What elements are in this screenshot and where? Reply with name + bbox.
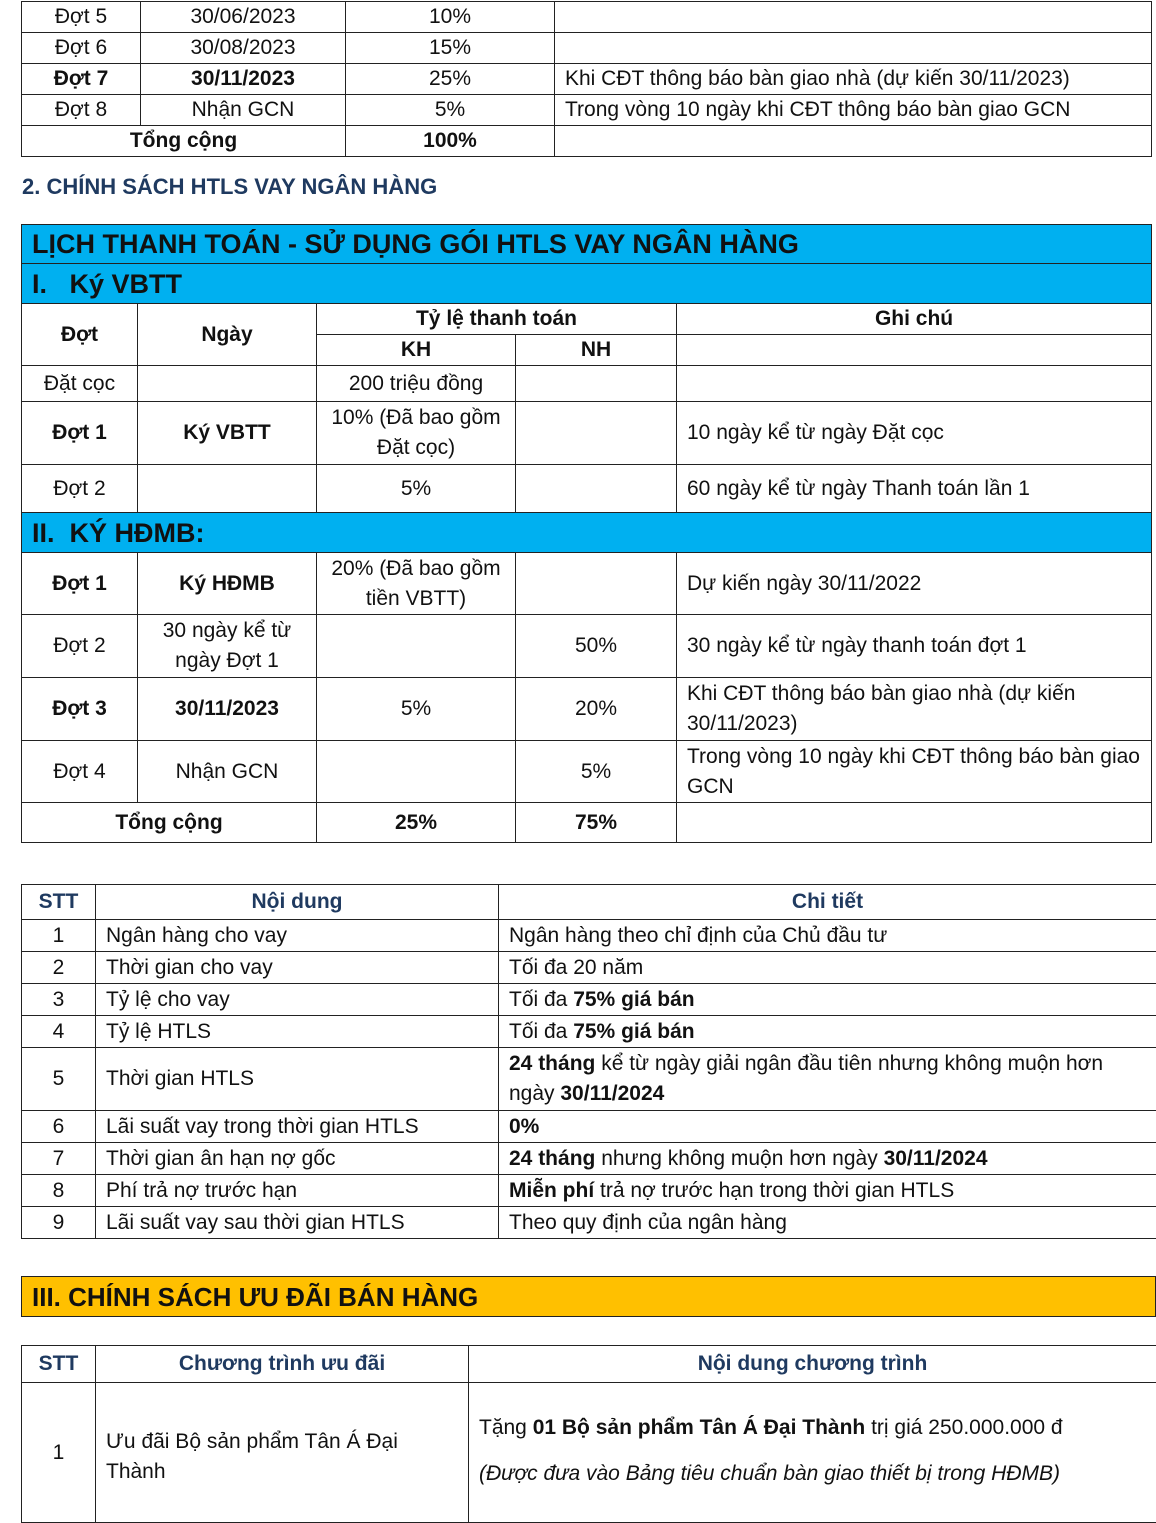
header-chitiet: Chi tiết	[499, 885, 1156, 920]
cell-kh: 5%	[317, 678, 516, 741]
cell-noidung-chuongtrinh	[469, 1383, 1156, 1523]
cell-ngay: Ký HĐMB	[138, 553, 317, 615]
header-nh: NH	[516, 335, 677, 366]
header-ngay: Ngày	[138, 304, 317, 366]
terms-row	[22, 1143, 1156, 1175]
cell-kh: 5%	[317, 465, 516, 513]
cell-stt: 9	[22, 1207, 96, 1239]
cell-nh: 50%	[516, 615, 677, 678]
cell-nh: 5%	[516, 741, 677, 803]
cell-tyle: 25%	[346, 64, 555, 95]
cell-stt: 1	[22, 920, 96, 952]
total-label: Tổng cộng	[22, 803, 317, 843]
detail-text: 24 tháng	[509, 1052, 596, 1075]
cell-noidung: Thời gian ân hạn nợ gốc	[96, 1143, 499, 1175]
header-kh: KH	[317, 335, 516, 366]
cell-stt: 2	[22, 952, 96, 984]
detail-text: Ngân hàng theo chỉ định của Chủ đầu tư	[509, 923, 888, 947]
cell-stt: 5	[22, 1048, 96, 1111]
terms-row	[22, 1048, 1156, 1111]
cell-ngay: Nhận GCN	[141, 95, 346, 126]
cell-chitiet	[499, 1175, 1156, 1207]
cell-ghichu: Trong vòng 10 ngày khi CĐT thông báo bàn giao GCN	[555, 95, 1152, 126]
detail-text: kể từ ngày giải ngân đầu tiên nhưng không muộn hơn ngày	[509, 1052, 1104, 1105]
loan-payment-schedule-table	[21, 224, 1152, 843]
schedule-row	[22, 95, 1152, 126]
detail-text: 24 tháng	[509, 1146, 596, 1170]
terms-row	[22, 984, 1156, 1016]
terms-row	[22, 1111, 1156, 1143]
detail-text: Miễn phí	[509, 1178, 595, 1202]
cell-kh: 20% (Đã bao gồm tiền VBTT)	[317, 553, 516, 615]
schedule-row	[22, 553, 1152, 615]
promotions-table	[21, 1345, 1156, 1523]
cell-noidung: Phí trả nợ trước hạn	[96, 1175, 499, 1207]
cell-noidung: Thời gian HTLS	[96, 1048, 499, 1111]
cell-dot: Đợt 4	[22, 741, 138, 803]
detail-text: 30/11/2024	[883, 1146, 988, 1170]
promotion-line-2: (Được đưa vào Bảng tiêu chuẩn bàn giao thiết bị trong HĐMB)	[479, 1462, 1060, 1485]
cell-ngay: 30/11/2023	[138, 678, 317, 741]
total-row	[22, 126, 1152, 157]
cell-dot: Đặt cọc	[22, 366, 138, 402]
header-dot: Đợt	[22, 304, 138, 366]
cell-ghichu: Khi CĐT thông báo bàn giao nhà (dự kiến 30/11/2023)	[555, 64, 1152, 95]
schedule-row	[22, 402, 1152, 465]
cell-dot: Đợt 7	[22, 64, 141, 95]
cell-dot: Đợt 8	[22, 95, 141, 126]
cell-chitiet	[499, 1143, 1156, 1175]
cell-chuongtrinh: Ưu đãi Bộ sản phẩm Tân Á Đại Thành	[96, 1383, 469, 1523]
schedule-row	[22, 741, 1152, 803]
terms-row	[22, 920, 1156, 952]
schedule-row	[22, 33, 1152, 64]
schedule-row	[22, 2, 1152, 33]
detail-text: Tối đa 20 năm	[509, 955, 644, 979]
schedule-row	[22, 465, 1152, 513]
total-nh: 75%	[516, 803, 677, 843]
cell-chitiet	[499, 1016, 1156, 1048]
cell-tyle: 10%	[346, 2, 555, 33]
cell-nh	[516, 553, 677, 615]
payment-schedule-table	[21, 1, 1152, 157]
part-2-title: II. KÝ HĐMB:	[22, 513, 1152, 553]
cell-chitiet	[499, 984, 1156, 1016]
section-3-band	[21, 1276, 1156, 1317]
total-empty	[677, 803, 1152, 843]
cell-dot: Đợt 1	[22, 553, 138, 615]
cell-dot: Đợt 3	[22, 678, 138, 741]
cell-ngay: Ký VBTT	[138, 402, 317, 465]
cell-ghichu: 60 ngày kể từ ngày Thanh toán lần 1	[677, 465, 1152, 513]
cell-chitiet	[499, 920, 1156, 952]
schedule-title: LỊCH THANH TOÁN - SỬ DỤNG GÓI HTLS VAY NGÂN HÀNG	[22, 225, 1152, 264]
cell-dot: Đợt 6	[22, 33, 141, 64]
section-2-title: 2. CHÍNH SÁCH HTLS VAY NGÂN HÀNG	[22, 174, 438, 199]
header-empty	[677, 335, 1152, 366]
schedule-row	[22, 366, 1152, 402]
cell-noidung: Tỷ lệ HTLS	[96, 1016, 499, 1048]
cell-ghichu: 30 ngày kể từ ngày thanh toán đợt 1	[677, 615, 1152, 678]
header-stt: STT	[22, 1346, 96, 1383]
cell-tyle: 5%	[346, 95, 555, 126]
detail-text: 75% giá bán	[573, 987, 695, 1011]
cell-ghichu: Trong vòng 10 ngày khi CĐT thông báo bàn giao GCN	[677, 741, 1152, 803]
total-row	[22, 803, 1152, 843]
header-ghichu: Ghi chú	[677, 304, 1152, 335]
header-noidung-chuongtrinh: Nội dung chương trình	[469, 1346, 1156, 1383]
cell-ngay	[138, 366, 317, 402]
cell-ngay	[138, 465, 317, 513]
cell-tyle: 15%	[346, 33, 555, 64]
promotion-row	[22, 1383, 1156, 1523]
total-kh: 25%	[317, 803, 516, 843]
cell-chitiet	[499, 1207, 1156, 1239]
total-label: Tổng cộng	[22, 126, 346, 157]
cell-ghichu	[555, 33, 1152, 64]
cell-kh: 200 triệu đồng	[317, 366, 516, 402]
cell-dot: Đợt 2	[22, 615, 138, 678]
cell-dot: Đợt 1	[22, 402, 138, 465]
cell-chitiet	[499, 1048, 1156, 1111]
cell-noidung: Lãi suất vay trong thời gian HTLS	[96, 1111, 499, 1143]
header-chuongtrinh: Chương trình ưu đãi	[96, 1346, 469, 1383]
cell-ghichu	[555, 2, 1152, 33]
header-stt: STT	[22, 885, 96, 920]
cell-noidung: Thời gian cho vay	[96, 952, 499, 984]
detail-text: Tối đa	[509, 987, 574, 1011]
cell-nh: 20%	[516, 678, 677, 741]
terms-row	[22, 1016, 1156, 1048]
cell-chitiet	[499, 952, 1156, 984]
detail-text: 75% giá bán	[573, 1019, 695, 1043]
terms-row	[22, 1207, 1156, 1239]
schedule-row	[22, 64, 1152, 95]
cell-kh: 10% (Đã bao gồm Đặt cọc)	[317, 402, 516, 465]
cell-noidung: Lãi suất vay sau thời gian HTLS	[96, 1207, 499, 1239]
cell-dot: Đợt 2	[22, 465, 138, 513]
detail-text: trả nợ trước hạn trong thời gian HTLS	[594, 1178, 955, 1202]
cell-stt: 7	[22, 1143, 96, 1175]
cell-stt: 8	[22, 1175, 96, 1207]
cell-ngay: 30/06/2023	[141, 2, 346, 33]
cell-ngay: 30/11/2023	[141, 64, 346, 95]
cell-stt: 3	[22, 984, 96, 1016]
cell-ngay: Nhận GCN	[138, 741, 317, 803]
schedule-row	[22, 678, 1152, 741]
cell-ghichu: Khi CĐT thông báo bàn giao nhà (dự kiến 30/11/2023)	[677, 678, 1152, 741]
terms-row	[22, 1175, 1156, 1207]
cell-nh	[516, 366, 677, 402]
part-1-title: I. Ký VBTT	[22, 264, 1152, 304]
cell-ghichu: Dự kiến ngày 30/11/2022	[677, 553, 1152, 615]
detail-text: 30/11/2024	[560, 1082, 665, 1105]
loan-terms-table	[21, 884, 1156, 1239]
detail-text: 0%	[509, 1114, 540, 1138]
part-2-row	[22, 513, 1152, 553]
promotion-line-1	[479, 1413, 1146, 1443]
cell-ghichu: 10 ngày kể từ ngày Đặt cọc	[677, 402, 1152, 465]
detail-text: nhưng không muộn hơn ngày	[595, 1146, 884, 1170]
cell-noidung: Tỷ lệ cho vay	[96, 984, 499, 1016]
promotion-text: Tặng	[479, 1416, 533, 1439]
section-3-title: III. CHÍNH SÁCH ƯU ĐÃI BÁN HÀNG	[22, 1277, 1156, 1317]
cell-nh	[516, 402, 677, 465]
total-empty	[555, 126, 1152, 157]
schedule-row	[22, 615, 1152, 678]
cell-dot: Đợt 5	[22, 2, 141, 33]
detail-text: Tối đa	[509, 1019, 574, 1043]
cell-kh	[317, 741, 516, 803]
detail-text: Theo quy định của ngân hàng	[509, 1210, 787, 1234]
cell-ngay: 30 ngày kể từ ngày Đợt 1	[138, 615, 317, 678]
header-tyle: Tỷ lệ thanh toán	[317, 304, 677, 335]
promotion-text: 01 Bộ sản phẩm Tân Á Đại Thành	[532, 1416, 866, 1439]
cell-stt: 4	[22, 1016, 96, 1048]
cell-nh	[516, 465, 677, 513]
promotion-text: trị giá 250.000.000 đ	[865, 1416, 1063, 1439]
cell-ghichu	[677, 366, 1152, 402]
cell-noidung: Ngân hàng cho vay	[96, 920, 499, 952]
terms-row	[22, 952, 1156, 984]
cell-ngay: 30/08/2023	[141, 33, 346, 64]
header-noidung: Nội dung	[96, 885, 499, 920]
cell-stt: 6	[22, 1111, 96, 1143]
cell-stt: 1	[22, 1383, 96, 1523]
cell-chitiet	[499, 1111, 1156, 1143]
total-value: 100%	[346, 126, 555, 157]
cell-kh	[317, 615, 516, 678]
